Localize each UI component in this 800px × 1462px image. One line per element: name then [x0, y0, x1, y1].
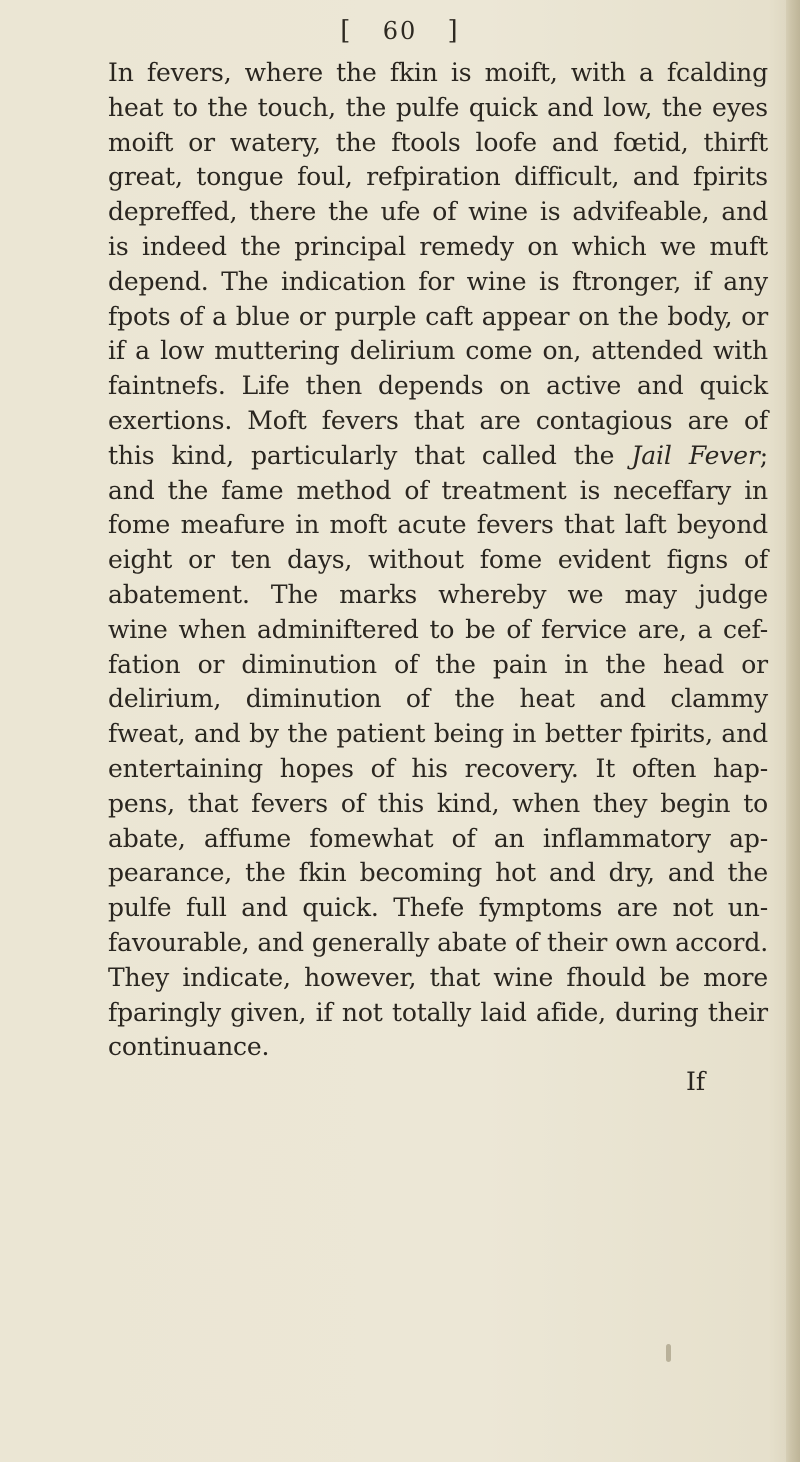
text-line: delirium, diminution of the heat and clammy — [108, 684, 768, 714]
ink-smudge — [666, 1344, 671, 1362]
text-line: fome meafure in moft acute fevers that laft beyond — [108, 510, 768, 540]
text-line: They indicate, however, that wine fhould be more — [108, 962, 768, 992]
text-line: and the fame method of treatment is neceffary in — [108, 475, 768, 505]
text-line: great, tongue foul, refpiration difficult, and fpirits — [108, 162, 768, 192]
text-line: fation or diminution of the pain in the head or — [108, 649, 768, 679]
text-line: moift or watery, the ftools loofe and fœtid, thirft — [108, 127, 768, 157]
text-line: pearance, the fkin becoming hot and dry, and the — [108, 858, 768, 888]
catchword: If — [686, 1067, 706, 1097]
text-line: fweat, and by the patient being in better fpirits, and — [108, 719, 768, 749]
text-line: continuance. — [108, 1032, 270, 1062]
text-line: pens, that fevers of this kind, when they begin to — [108, 788, 768, 818]
text-line: depreffed, there the ufe of wine is advifeable, and — [108, 197, 768, 227]
header-bracket-open: [ — [340, 16, 353, 46]
text-line: favourable, and generally abate of their own accord. — [108, 927, 768, 957]
text-line: pulfe full and quick. Thefe fymptoms are not un- — [108, 893, 768, 923]
page-gutter-shadow — [786, 0, 800, 1462]
text-line: eight or ten days, without fome evident figns of — [108, 545, 768, 575]
text-line: heat to the touch, the pulfe quick and low, the eyes — [108, 92, 768, 122]
text-line: if a low muttering delirium come on, attended with — [108, 336, 768, 366]
text-line: fparingly given, if not totally laid afide, during their — [108, 997, 768, 1027]
italic-phrase: Jail Fever — [631, 440, 760, 470]
header-bracket-close: ] — [447, 16, 460, 46]
page-number: 60 — [382, 17, 418, 45]
text-line: this kind, particularly that called the Jail Fever; — [108, 440, 769, 470]
text-line: depend. The indication for wine is ftronger, if any — [108, 266, 768, 296]
text-line: faintnefs. Life then depends on active and quick — [108, 371, 768, 401]
text-line: is indeed the principal remedy on which we muft — [108, 231, 768, 261]
text-line: exertions. Moft fevers that are contagious are of — [108, 405, 768, 435]
text-line: abatement. The marks whereby we may judge — [108, 579, 768, 609]
page-header — [0, 16, 800, 46]
body-text — [108, 56, 768, 1065]
text-line: abate, affume fomewhat of an inflammatory ap- — [108, 823, 768, 853]
text-line: entertaining hopes of his recovery. It often hap- — [108, 753, 768, 783]
text-line: In fevers, where the fkin is moift, with a fcalding — [108, 58, 768, 87]
text-line: fpots of a blue or purple caft appear on the body, or — [108, 301, 768, 331]
text-line: wine when adminiftered to be of fervice are, a cef- — [108, 614, 768, 644]
